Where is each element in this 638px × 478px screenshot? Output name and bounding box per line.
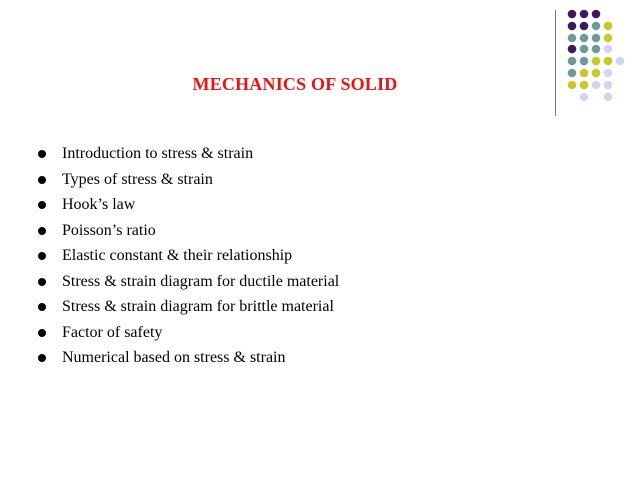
list-item [0,141,500,167]
deco-dot [580,57,589,66]
list-item-text: Hook’s law [62,196,136,213]
bullet-icon [38,201,46,209]
bullet-icon [38,150,46,158]
list-item [0,345,500,371]
deco-dot [580,69,589,78]
bullet-icon [38,329,46,337]
deco-dot [580,93,589,102]
list-item-text: Factor of safety [62,323,163,341]
list-item-text: Stress & strain diagram for brittle material [62,298,334,315]
list-item [0,320,500,346]
deco-dot [580,81,589,90]
deco-dot [568,57,577,66]
deco-dot [580,45,589,54]
vertical-divider [555,10,556,116]
deco-dot [592,69,601,78]
deco-dot [580,34,589,43]
deco-dot [604,69,613,78]
deco-dot [592,57,601,66]
deco-dot [616,57,625,66]
list-item [0,192,500,218]
deco-dot [580,22,589,31]
topic-list [0,141,500,371]
deco-dot [580,10,589,19]
deco-dot [568,45,577,54]
deco-dot [604,45,613,54]
bullet-icon [38,227,46,235]
bullet-icon [38,303,46,311]
deco-dot [592,22,601,31]
list-item-text: Poisson’s ratio [62,221,156,239]
list-item-text: Introduction to stress & strain [62,145,254,162]
deco-dot [568,81,577,90]
bullet-icon [38,252,46,260]
deco-dot [592,81,601,90]
list-item [0,294,500,320]
slide-title: MECHANICS OF SOLID [192,74,398,94]
list-item-text: Types of stress & strain [62,170,213,188]
list-item-text: Stress & strain diagram for ductile material [62,272,340,290]
deco-dot [604,34,613,43]
deco-dot [592,10,601,19]
list-item [0,243,500,269]
bullet-icon [38,278,46,286]
deco-dot [604,81,613,90]
deco-dot [568,22,577,31]
list-item [0,269,500,295]
deco-dot [592,34,601,43]
list-item [0,218,500,244]
deco-dot [592,45,601,54]
deco-dot [568,34,577,43]
deco-dot [604,57,613,66]
deco-dot [568,69,577,78]
bullet-icon [38,176,46,184]
deco-dot [568,10,577,19]
deco-dot [604,22,613,31]
list-item-text: Elastic constant & their relationship [62,247,293,264]
bullet-icon [38,354,46,362]
list-item [0,167,500,193]
deco-dot [604,93,613,102]
list-item-text: Numerical based on stress & strain [62,349,286,366]
